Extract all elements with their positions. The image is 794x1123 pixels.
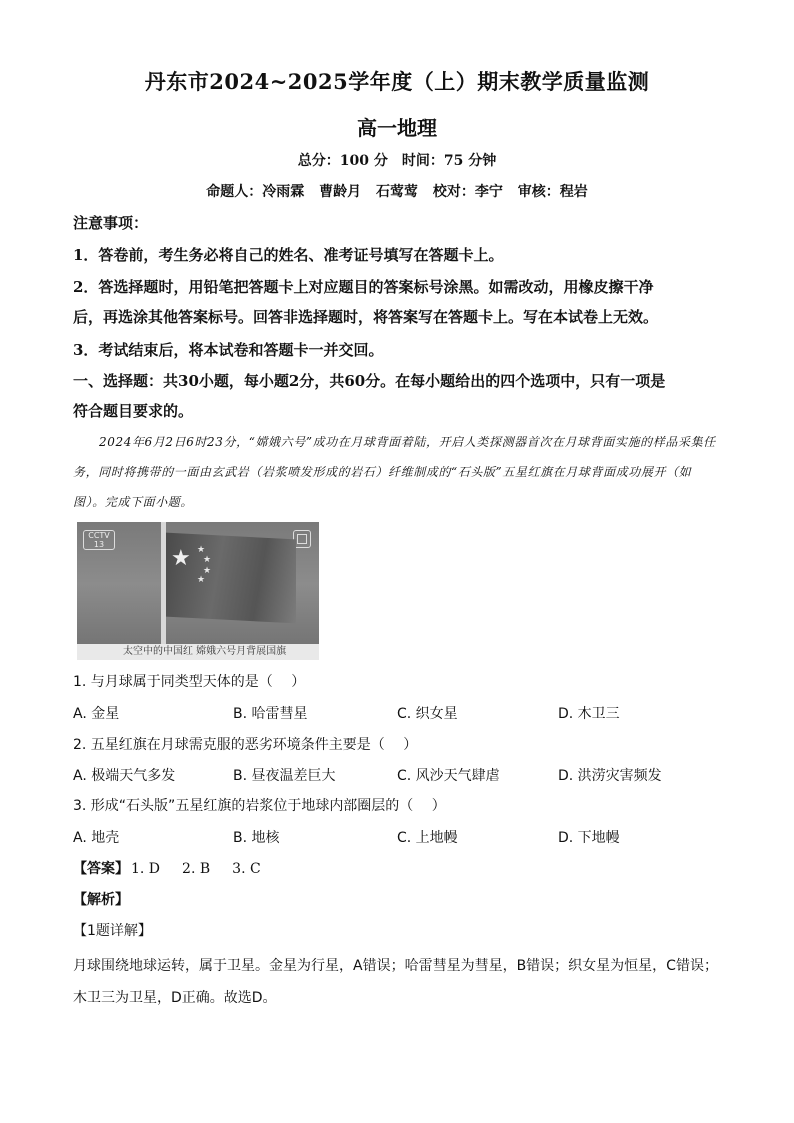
section-instruction-line-2: 符合题目要求的。 bbox=[73, 402, 194, 420]
section-instruction-line-1: 一、选择题：共30小题，每小题2分，共60分。在每小题给出的四个选项中，只有一项是 bbox=[73, 372, 666, 390]
question-3-option-b: B. 地核 bbox=[233, 830, 280, 846]
question-1-option-d: D. 木卫三 bbox=[558, 706, 620, 722]
question-1-option-a: A. 金星 bbox=[73, 706, 120, 722]
author-item: 石莺莺 bbox=[376, 184, 418, 200]
score-time-info: 总分：100 分 时间：75 分钟 bbox=[297, 153, 497, 169]
star-icon: ★ bbox=[203, 566, 212, 576]
answer-value: 1. D bbox=[131, 861, 161, 877]
author-item: 曹龄月 bbox=[319, 184, 362, 200]
notice-item-2-line-1: 2．答选择题时，用铅笔把答题卡上对应题目的答案标号涂黑。如需改动，用橡皮擦干净 bbox=[73, 278, 654, 296]
analysis-label: 【解析】 bbox=[73, 892, 129, 908]
notice-item-1: 1．答卷前，考生务必将自己的姓名、准考证号填写在答题卡上。 bbox=[73, 246, 504, 264]
answer-value: 3. C bbox=[232, 861, 261, 877]
question-3-option-c: C. 上地幔 bbox=[397, 830, 458, 846]
author-item: 命题人：冷雨霖 bbox=[206, 184, 305, 200]
question-3-option-a: A. 地壳 bbox=[73, 830, 120, 846]
question-2-option-b: B. 昼夜温差巨大 bbox=[233, 768, 336, 784]
question-2-option-a: A. 极端天气多发 bbox=[73, 768, 176, 784]
star-icon: ★ bbox=[203, 555, 212, 565]
question-1-option-b: B. 哈雷彗星 bbox=[233, 706, 308, 722]
tv-logo: CCTV 13 bbox=[83, 530, 115, 550]
exam-title: 丹东市2024~2025学年度（上）期末教学质量监测 bbox=[144, 69, 650, 94]
answer-tag: 【答案】 bbox=[73, 861, 129, 877]
answer-value: 2. B bbox=[182, 861, 211, 877]
author-item: 审核：程岩 bbox=[517, 184, 588, 200]
question-2-stem: 2. 五星红旗在月球需克服的恶劣环境条件主要是（ ） bbox=[73, 737, 418, 753]
question-3-stem: 3. 形成“石头版”五星红旗的岩浆位于地球内部圈层的（ ） bbox=[73, 798, 446, 814]
question-2-option-c: C. 风沙天气肆虐 bbox=[397, 768, 500, 784]
authors-info bbox=[0, 181, 794, 201]
question-3-option-d: D. 下地幔 bbox=[558, 830, 620, 846]
photo-caption: 太空中的中国红 嫦娥六号月背展国旗 bbox=[77, 644, 319, 660]
notice-item-2-line-2: 后，再选涂其他答案标号。回答非选择题时，将答案写在答题卡上。写在本试卷上无效。 bbox=[73, 308, 659, 326]
notice-item-3: 3．考试结束后，将本试卷和答题卡一并交回。 bbox=[73, 341, 384, 359]
reading-passage: 2024年6月2日6时23分，“嫦娥六号”成功在月球背面着陆，开启人类探测器首次在月球背面实施的样品采集任务，同时将携带的一面由玄武岩（岩浆喷发形成的岩石）纤维制成的“石头版”五星红旗在月球背面成功展开（如图）。完成下面小题。 bbox=[73, 435, 716, 509]
star-icon: ★ bbox=[197, 575, 206, 585]
question-1-option-c: C. 织女星 bbox=[397, 706, 458, 722]
answer-line bbox=[73, 858, 281, 878]
question-1-stem: 1. 与月球属于同类型天体的是（ ） bbox=[73, 674, 306, 690]
author-item: 校对：李宁 bbox=[432, 184, 503, 200]
question-2-option-d: D. 洪涝灾害频发 bbox=[558, 768, 662, 784]
q1-detail-text: 月球围绕地球运转，属于卫星。金星为行星，A错误；哈雷彗星为彗星，B错误；织女星为恒星，C错误；木卫三为卫星，D正确。故选D。 bbox=[73, 958, 718, 1006]
q1-detail-label: 【1题详解】 bbox=[73, 923, 152, 939]
exam-subject: 高一地理 bbox=[357, 116, 437, 140]
moon-flag-photo bbox=[77, 522, 319, 660]
star-icon: ★ bbox=[197, 545, 206, 555]
star-icon: ★ bbox=[171, 546, 191, 571]
notice-heading: 注意事项： bbox=[73, 214, 149, 232]
